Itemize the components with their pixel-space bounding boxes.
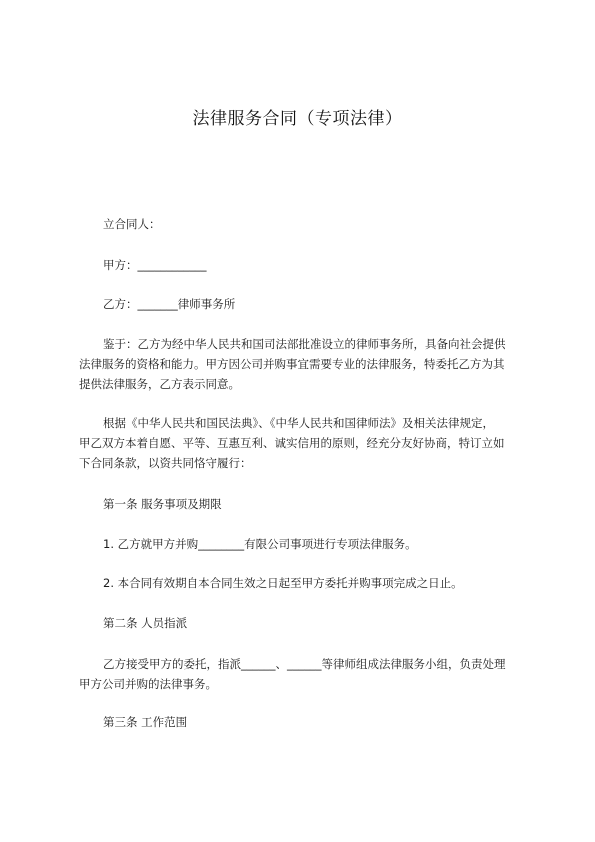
article-3-heading: 第三条 工作范围 <box>103 715 188 729</box>
article-2-heading: 第二条 人员指派 <box>103 616 188 630</box>
article-2-paragraph <box>79 654 519 694</box>
paragraph-line: 甲方公司并购的法律事务。 <box>79 677 217 691</box>
party-b-line: 乙方：_______律师事务所 <box>103 297 236 311</box>
article-1-item-2: 2. 本合同有效期自本合同生效之日起至甲方委托并购事项完成之日止。 <box>103 576 463 590</box>
paragraph-line: 鉴于：乙方为经中华人民共和国司法部批准设立的律师事务所，具备向社会提供 <box>103 337 506 351</box>
paragraph-line: 提供法律服务，乙方表示同意。 <box>79 377 240 391</box>
paragraph-line: 甲乙双方本着自愿、平等、互惠互利、诚实信用的原则，经充分友好协商，特订立如 <box>79 436 505 450</box>
basis-paragraph <box>79 413 519 473</box>
paragraph-line: 下合同条款，以资共同恪守履行： <box>79 456 252 470</box>
paragraph-line: 法律服务的资格和能力。甲方因公司并购事宜需要专业的法律服务，特委托乙方为其 <box>79 357 505 371</box>
signatories-label: 立合同人： <box>103 217 161 231</box>
paragraph-line: 根据《中华人民共和国民法典》、《中华人民共和国律师法》及相关法律规定， <box>103 416 494 430</box>
article-1-heading: 第一条 服务事项及期限 <box>103 497 222 511</box>
paragraph-line: 乙方接受甲方的委托，指派______、______等律师组成法律服务小组，负责处理 <box>103 657 506 671</box>
article-1-item-1: 1. 乙方就甲方并购________有限公司事项进行专项法律服务。 <box>103 537 417 551</box>
whereas-paragraph <box>79 334 519 394</box>
document-title: 法律服务合同（专项法律） <box>192 109 403 129</box>
party-a-line: 甲方：____________ <box>103 258 207 272</box>
